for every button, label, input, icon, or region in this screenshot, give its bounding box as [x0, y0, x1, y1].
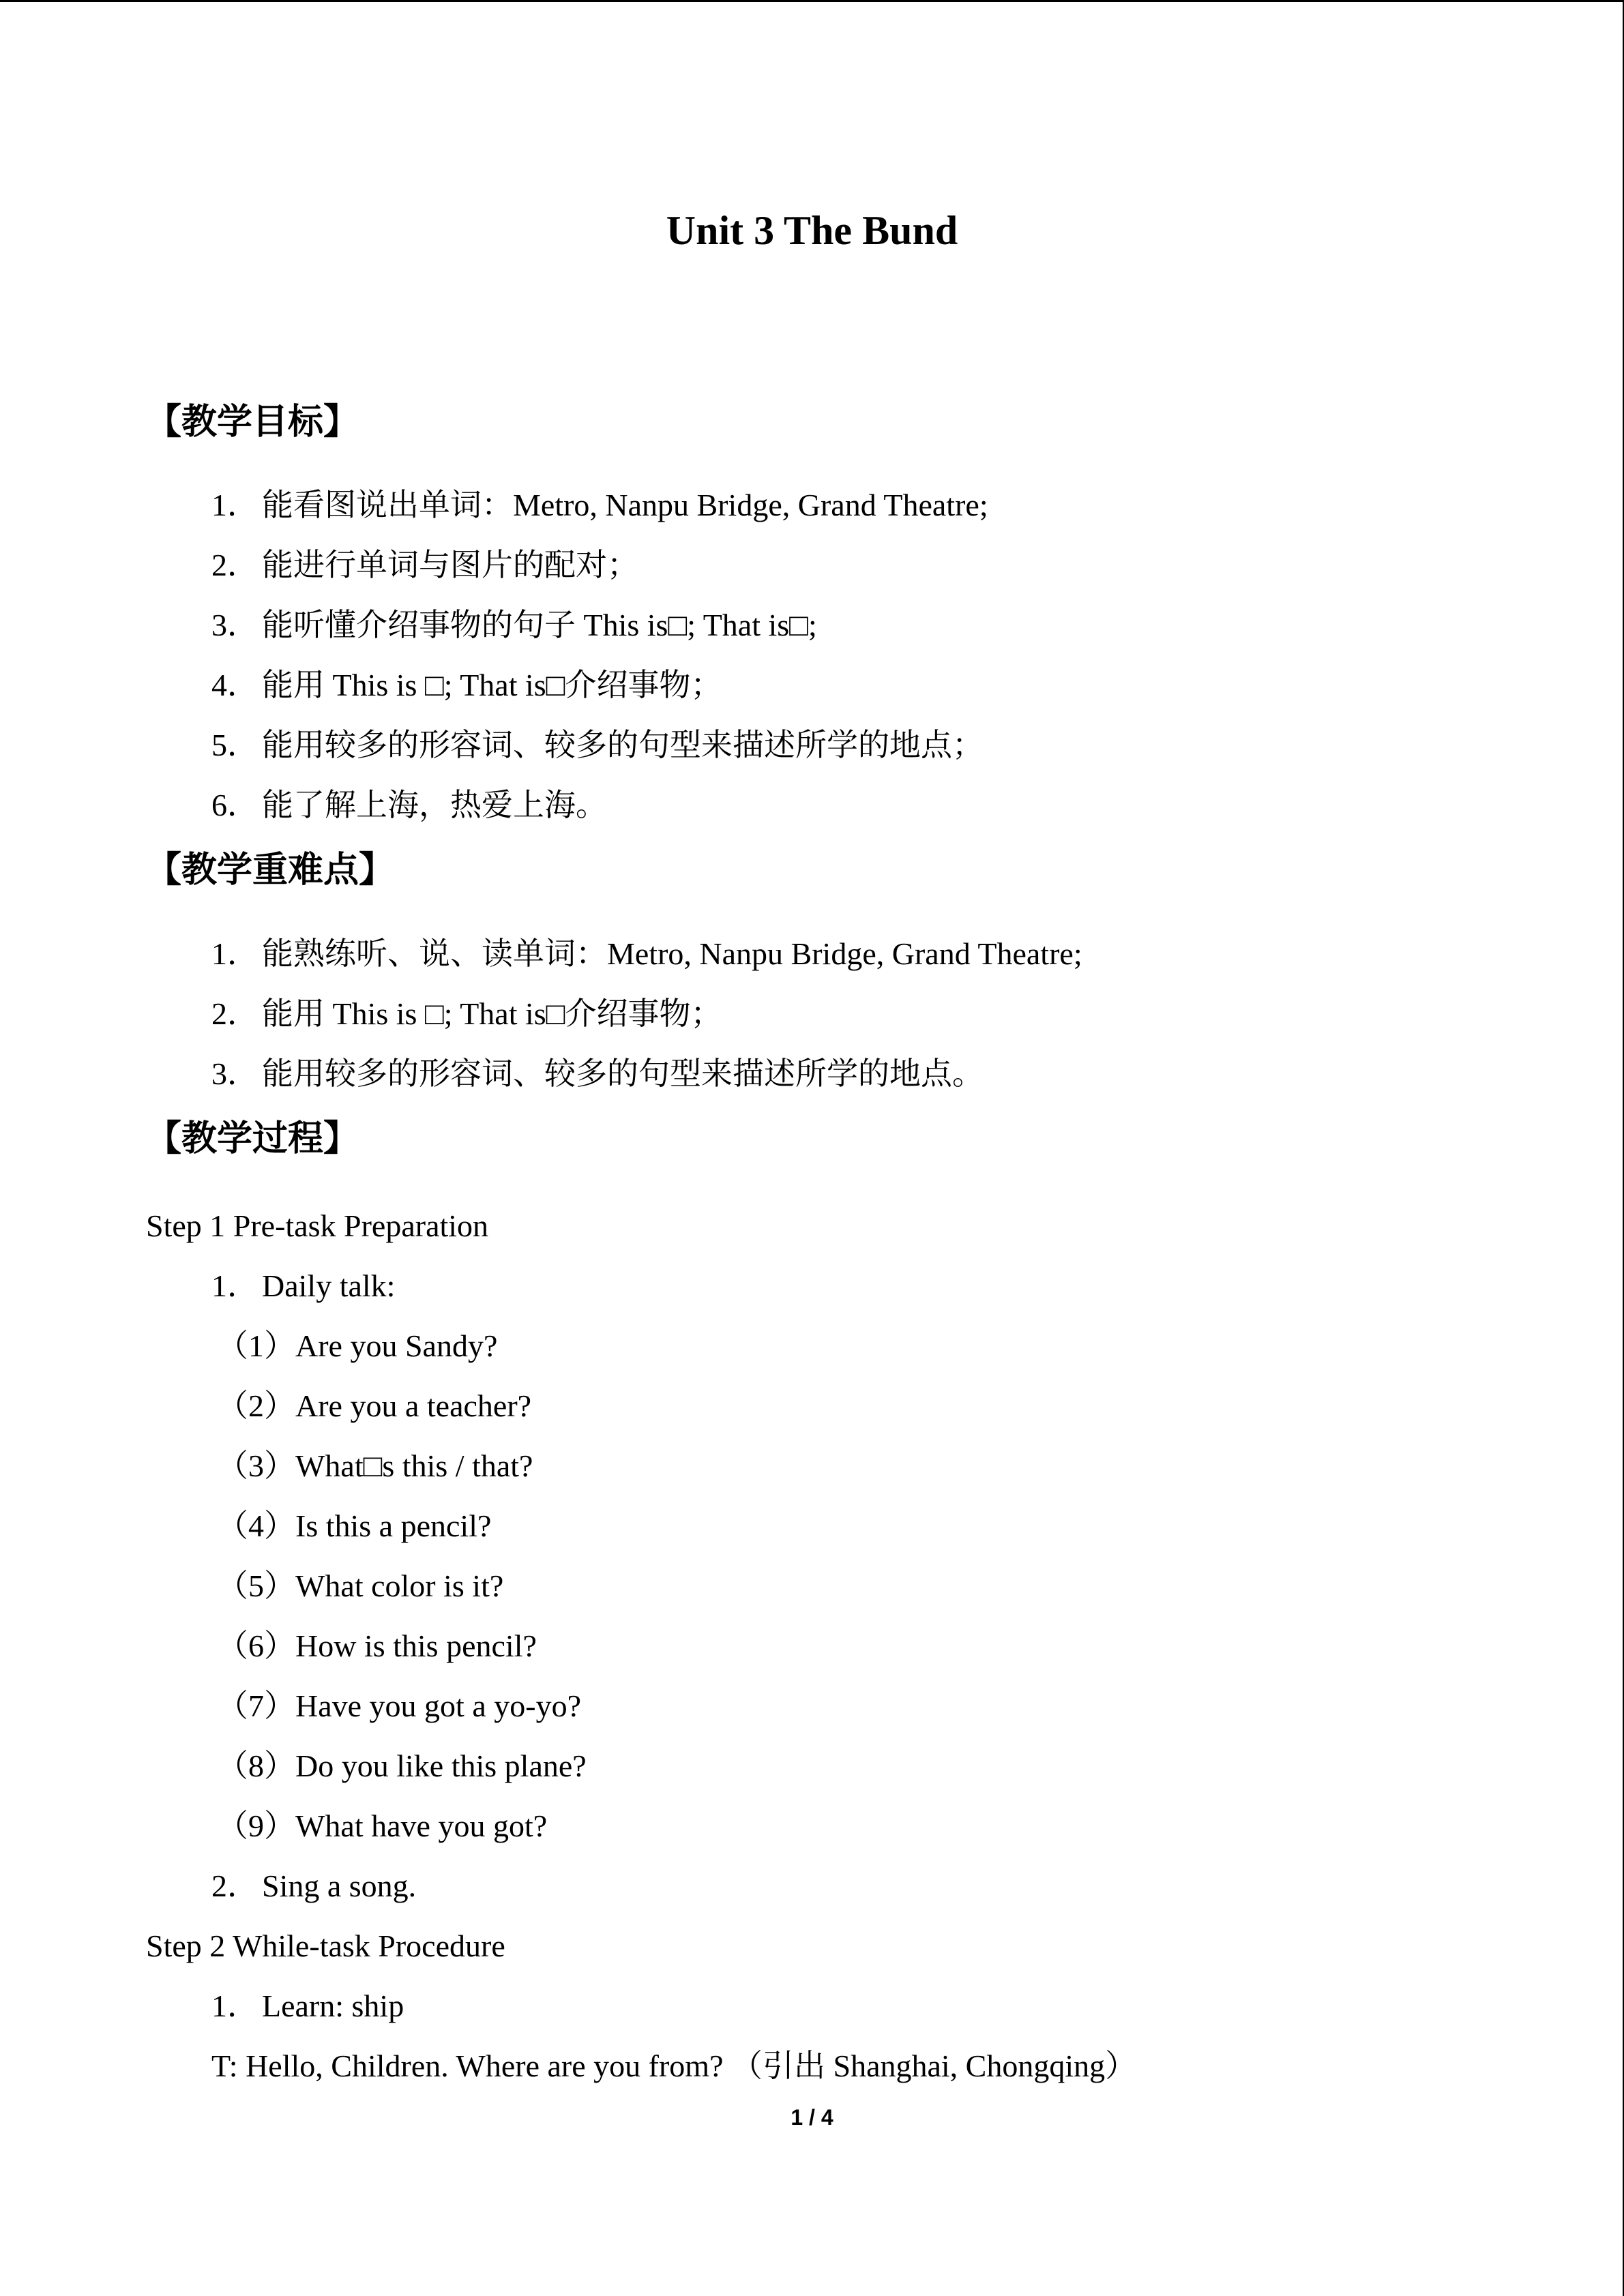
objective-item-1	[211, 490, 988, 521]
objective-item-4	[211, 670, 722, 701]
key-point-item-3	[211, 1058, 984, 1090]
key-point-item-text: 能熟练听、说、读单词：Metro, Nanpu Bridge, Grand Theatre;	[262, 936, 1082, 971]
key-point-item-text: 能用 This is □; That is□介绍事物；	[262, 996, 722, 1031]
objective-item-text: 能了解上海，热爱上海。	[262, 788, 607, 822]
objective-item-number: 4．	[211, 668, 259, 702]
page-number: 1 / 4	[791, 2105, 833, 2130]
daily-talk-question: （4）Is this a pencil?	[217, 1508, 492, 1543]
objective-item-text: 能用 This is □; That is□介绍事物；	[262, 668, 722, 702]
objective-item-2	[211, 550, 638, 581]
objective-item-text: 能听懂介绍事物的句子 This is□; That is□;	[262, 608, 817, 642]
step-1-item-1	[211, 1270, 395, 1302]
objective-item-text: 能看图说出单词：Metro, Nanpu Bridge, Grand Theatre;	[262, 488, 988, 522]
key-point-item-1	[211, 938, 1082, 970]
key-point-item-text: 能用较多的形容词、较多的句型来描述所学的地点。	[262, 1056, 984, 1091]
objective-item-number: 6．	[211, 788, 259, 822]
step-item-text: Learn: ship	[262, 1988, 404, 2023]
objectives-heading: 【教学目标】	[146, 402, 359, 443]
daily-talk-question: （7）Have you got a yo-yo?	[217, 1688, 581, 1723]
document-title: Unit 3 The Bund	[666, 208, 958, 253]
step-1-heading: Step 1 Pre-task Preparation	[146, 1208, 489, 1243]
objective-item-number: 1．	[211, 488, 259, 522]
daily-talk-question: （8）Do you like this plane?	[217, 1748, 587, 1783]
daily-talk-question: （5）What color is it?	[217, 1568, 504, 1603]
key-point-item-number: 3．	[211, 1056, 259, 1091]
objective-item-6	[211, 790, 607, 821]
objective-item-number: 5．	[211, 728, 259, 762]
step-1-item-2	[211, 1870, 416, 1902]
daily-talk-question: （1）Are you Sandy?	[217, 1328, 498, 1363]
process-heading: 【教学过程】	[146, 1118, 359, 1159]
objective-item-text: 能进行单词与图片的配对；	[262, 548, 638, 582]
step-2-item-1	[211, 1988, 404, 2023]
objective-item-3	[211, 610, 817, 641]
objective-item-number: 2．	[211, 548, 259, 582]
key-point-item-number: 2．	[211, 996, 259, 1031]
key-points-heading: 【教学重难点】	[146, 850, 395, 891]
step-item-text: Sing a song.	[262, 1868, 417, 1903]
daily-talk-question: （3）What□s this / that?	[217, 1448, 533, 1483]
step-item-number: 1．	[211, 1268, 259, 1303]
daily-talk-question: （6）How is this pencil?	[217, 1628, 537, 1663]
objective-item-5	[211, 730, 984, 761]
objective-item-text: 能用较多的形容词、较多的句型来描述所学的地点；	[262, 728, 984, 762]
teacher-line: T: Hello, Children. Where are you from? （引出 Shanghai, Chongqing）	[211, 2048, 1137, 2083]
key-point-item-2	[211, 998, 722, 1030]
daily-talk-question: （9）What have you got?	[217, 1808, 548, 1843]
step-item-number: 1．	[211, 1988, 259, 2023]
daily-talk-question: （2）Are you a teacher?	[217, 1388, 532, 1423]
objective-item-number: 3．	[211, 608, 259, 642]
step-item-number: 2．	[211, 1868, 259, 1903]
key-point-item-number: 1．	[211, 936, 259, 971]
step-2-heading: Step 2 While-task Procedure	[146, 1928, 505, 1963]
step-item-text: Daily talk:	[262, 1268, 396, 1303]
